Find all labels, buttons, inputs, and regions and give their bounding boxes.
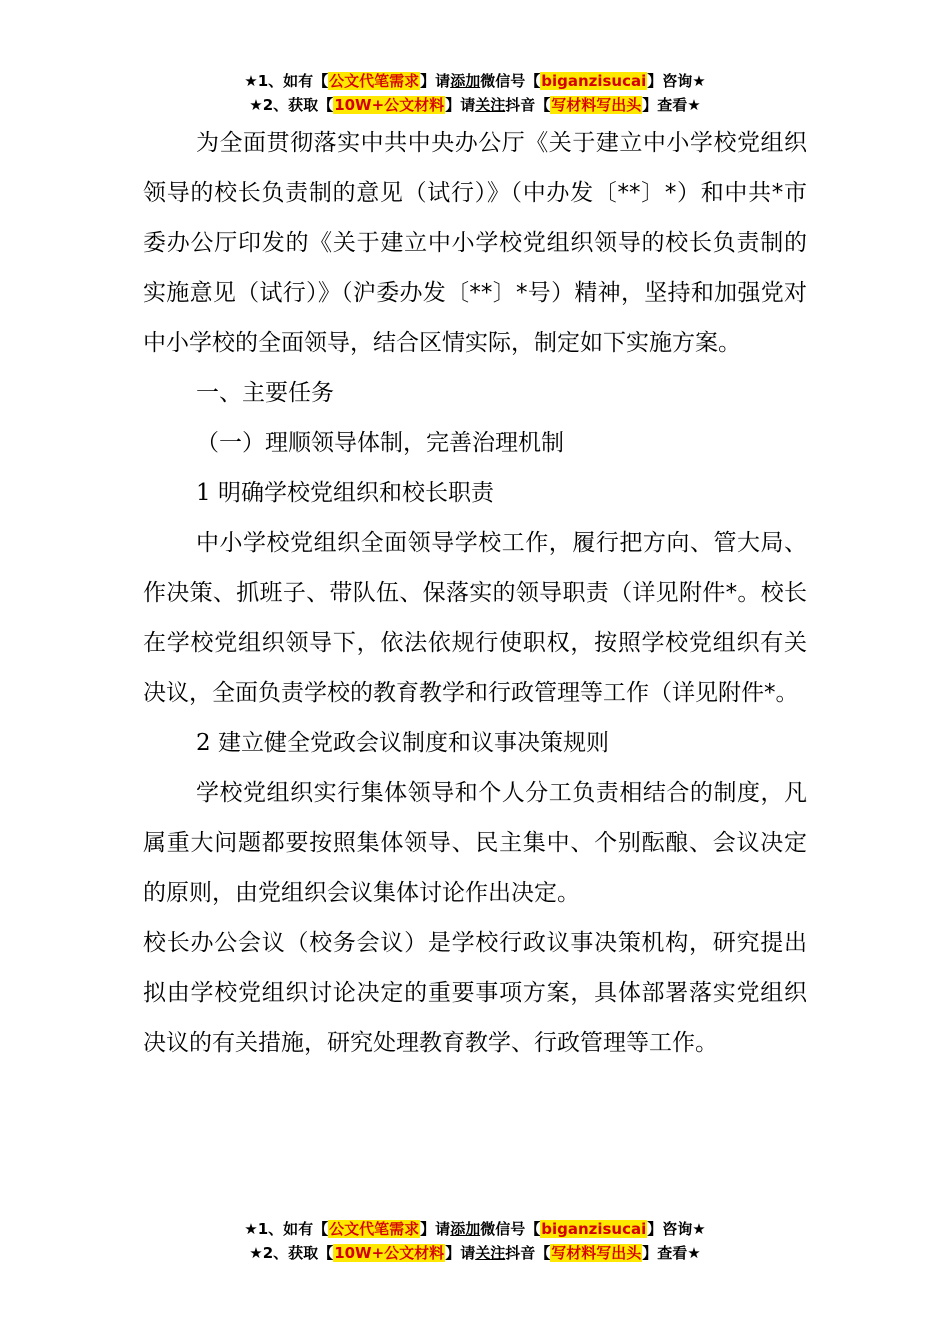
banner-text: ★2、获取【 <box>249 96 334 114</box>
banner-underlined-text: 关注 <box>475 1244 506 1262</box>
banner-underlined-text: 添加 <box>450 1220 481 1238</box>
header-banner <box>0 70 950 118</box>
highlight-materials: 10W+公文材料 <box>334 96 445 114</box>
banner-text: 】查看★ <box>642 1244 701 1262</box>
banner-text: 】咨询★ <box>647 1220 706 1238</box>
highlight-writing-service: 公文代笔需求 <box>329 72 420 90</box>
document-body <box>143 118 807 1068</box>
banner-text: 】查看★ <box>642 96 701 114</box>
banner-text: 】咨询★ <box>647 72 706 90</box>
highlight-wechat-id: biganzisucai <box>541 1220 647 1238</box>
item-paragraph-2-continued: 校长办公会议（校务会议）是学校行政议事决策机构，研究提出拟由学校党组织讨论决定的重要事项方案，具体部署落实党组织决议的有关措施，研究处理教育教学、行政管理等工作。 <box>143 930 807 1056</box>
item-heading-2 <box>143 718 807 768</box>
highlight-wechat-id: biganzisucai <box>541 72 647 90</box>
banner-text: 微信号【 <box>480 1220 541 1238</box>
banner-line-1 <box>0 70 950 94</box>
item-heading-1 <box>143 468 807 518</box>
highlight-materials: 10W+公文材料 <box>334 1244 445 1262</box>
section-heading: 一、主要任务 <box>196 380 334 406</box>
item-number: 1 <box>196 480 211 506</box>
intro-paragraph: 为全面贯彻落实中共中央办公厅《关于建立中小学校党组织领导的校长负责制的意见（试行）》（中办发〔**〕*）和中共*市委办公厅印发的《关于建立中小学校党组织领导的校长负责制的实施意见（试行）》（沪委办发〔**〕*号）精神，坚持和加强党对中小学校的全面领导，结合区情实际，制定如下实施方案。 <box>143 130 807 356</box>
highlight-douyin-account: 写材料写出头 <box>551 96 642 114</box>
item-paragraph-2: 学校党组织实行集体领导和个人分工负责相结合的制度，凡属重大问题都要按照集体领导、民主集中、个别酝酿、会议决定的原则，由党组织会议集体讨论作出决定。 <box>143 780 807 906</box>
banner-text: 微信号【 <box>480 72 541 90</box>
highlight-douyin-account: 写材料写出头 <box>551 1244 642 1262</box>
banner-underlined-text: 关注 <box>475 96 506 114</box>
banner-line-1 <box>0 1218 950 1242</box>
item-title: 建立健全党政会议制度和议事决策规则 <box>217 730 609 756</box>
banner-text: ★1、如有【 <box>244 72 329 90</box>
banner-underlined-text: 添加 <box>450 72 481 90</box>
highlight-writing-service: 公文代笔需求 <box>329 1220 420 1238</box>
banner-text: 抖音【 <box>505 96 551 114</box>
banner-text: 】请 <box>445 1244 476 1262</box>
banner-text: 抖音【 <box>505 1244 551 1262</box>
banner-line-2 <box>0 1242 950 1266</box>
banner-text: 】请 <box>420 72 451 90</box>
subsection-heading: （一）理顺领导体制，完善治理机制 <box>196 430 564 456</box>
banner-text: 】请 <box>420 1220 451 1238</box>
banner-text: ★2、获取【 <box>249 1244 334 1262</box>
banner-text: ★1、如有【 <box>244 1220 329 1238</box>
footer-banner <box>0 1218 950 1266</box>
banner-text: 】请 <box>445 96 476 114</box>
item-number: 2 <box>196 730 211 756</box>
item-paragraph-1: 中小学校党组织全面领导学校工作，履行把方向、管大局、作决策、抓班子、带队伍、保落实的领导职责（详见附件*。校长在学校党组织领导下，依法依规行使职权，按照学校党组织有关决议，全面负责学校的教育教学和行政管理等工作（详见附件*。 <box>143 530 807 706</box>
banner-line-2 <box>0 94 950 118</box>
item-title: 明确学校党组织和校长职责 <box>217 480 494 506</box>
